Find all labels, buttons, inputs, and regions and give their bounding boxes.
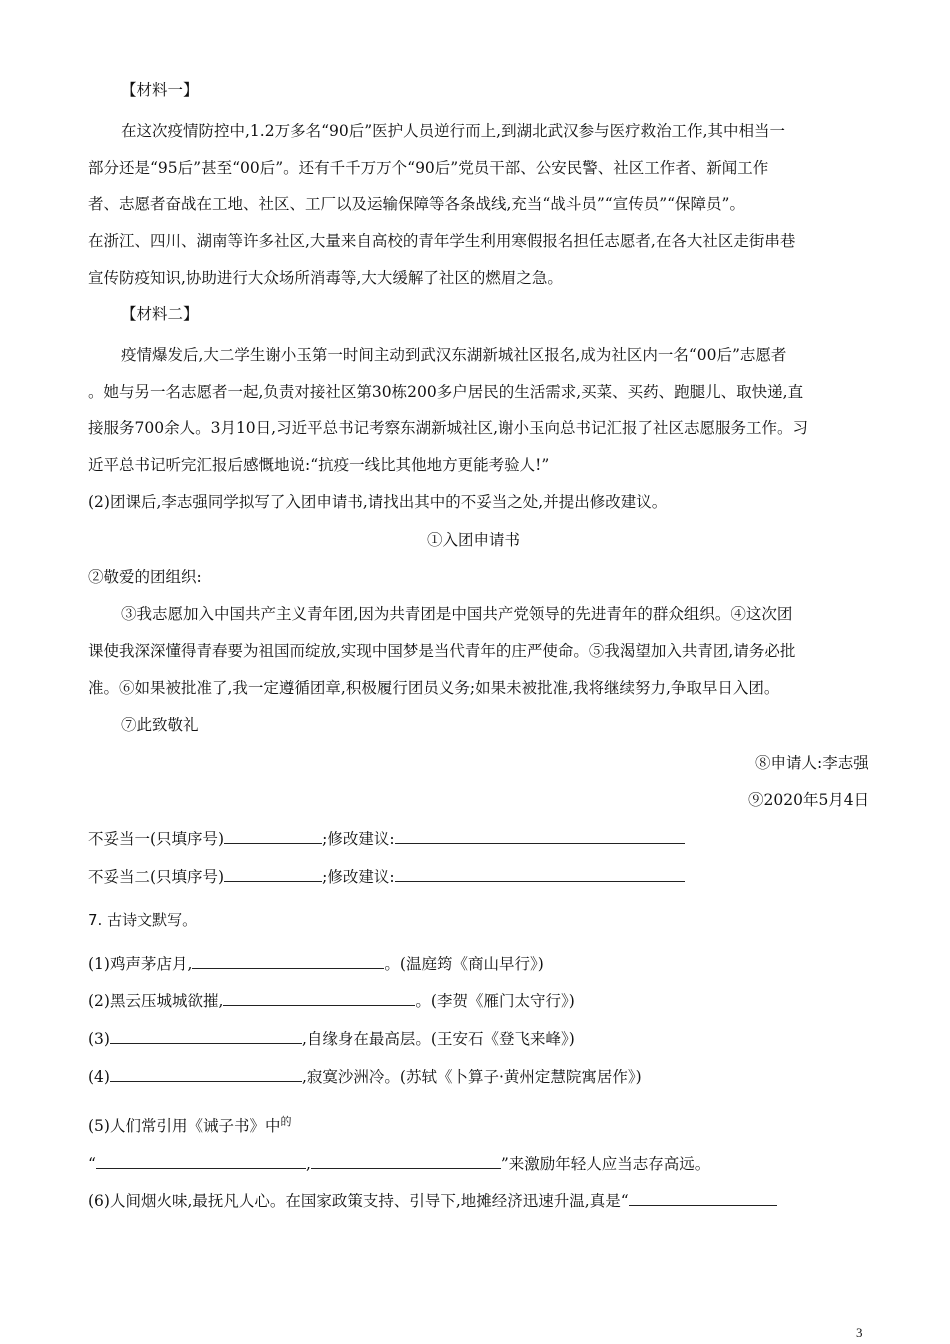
letter-greeting: ②敬爱的团组织: <box>88 568 202 586</box>
answer-row-2 <box>88 866 685 887</box>
material2-line: 接服务700余人。3月10日,习近平总书记考察东湖新城社区,谢小玉向总书记汇报了社区志愿服务工作。习 <box>88 419 809 437</box>
poem-1-prefix: (1)鸡声茅店月, <box>88 955 193 973</box>
answer-1-label: 不妥当一(只填序号) <box>88 830 225 848</box>
poem-5-superscript: 的 <box>280 1115 292 1128</box>
poem-5-comma: , <box>305 1155 311 1173</box>
material1-line: 宣传防疫知识,协助进行大众场所消毒等,大大缓解了社区的燃眉之急。 <box>88 269 563 287</box>
answer-1-number-blank[interactable] <box>224 828 322 844</box>
letter-closing: ⑦此致敬礼 <box>121 716 199 734</box>
suggestion-1-blank[interactable] <box>395 828 685 844</box>
poem-item-1 <box>88 953 544 974</box>
letter-body-line: ③我志愿加入中国共产主义青年团,因为共青团是中国共产党领导的先进青年的群众组织。④这次团 <box>121 605 793 623</box>
poem-item-6 <box>88 1190 777 1211</box>
poem-5-open-quote: “ <box>88 1155 96 1173</box>
question-7-title: 7. 古诗文默写。 <box>88 911 198 929</box>
letter-body-line: 课使我深深懂得青春要为祖国而绽放,实现中国梦是当代青年的庄严使命。⑤我渴望加入共青团,请务必批 <box>88 642 796 660</box>
poem-item-2 <box>88 990 575 1011</box>
poem-5-prefix: (5)人们常引用《诫子书》中 <box>88 1117 281 1135</box>
material1-line: 在这次疫情防控中,1.2万多名“90后”医护人员逆行而上,到湖北武汉参与医疗救治工作,其中相当一 <box>121 122 786 140</box>
poem-2-blank[interactable] <box>223 990 415 1006</box>
poem-item-5-line2 <box>88 1153 710 1174</box>
poem-1-suffix: 。(温庭筠《商山早行》) <box>384 955 544 973</box>
page-number: 3 <box>856 1325 863 1340</box>
material2-title: 【材料二】 <box>121 305 199 323</box>
letter-date: ⑨2020年5月4日 <box>748 791 870 809</box>
material2-line: 疫情爆发后,大二学生谢小玉第一时间主动到武汉东湖新城社区报名,成为社区内一名“00后”志愿者 <box>121 346 787 364</box>
letter-applicant: ⑧申请人:李志强 <box>755 754 869 772</box>
poem-4-prefix: (4) <box>88 1068 110 1086</box>
poem-5-suffix: ”来激励年轻人应当志存高远。 <box>500 1155 711 1173</box>
material2-line: 。她与另一名志愿者一起,负责对接社区第30栋200多户居民的生活需求,买菜、买药、跑腿儿、取快递,直 <box>88 383 804 401</box>
poem-item-4 <box>88 1066 642 1087</box>
material1-line: 者、志愿者奋战在工地、社区、工厂以及运输保障等各条战线,充当“战斗员”“宣传员”“保障员”。 <box>88 195 745 213</box>
material2-line: 近平总书记听完汇报后感慨地说:“抗疫一线比其他地方更能考验人!” <box>88 456 550 474</box>
poem-3-prefix: (3) <box>88 1030 110 1048</box>
poem-3-blank[interactable] <box>110 1028 302 1044</box>
letter-title: ①入团申请书 <box>427 531 521 549</box>
material1-title: 【材料一】 <box>121 81 199 99</box>
suggestion-1-label: ;修改建议: <box>322 830 395 848</box>
answer-2-number-blank[interactable] <box>224 866 322 882</box>
answer-row-1 <box>88 828 685 849</box>
suggestion-2-blank[interactable] <box>395 866 685 882</box>
poem-5-blank-1[interactable] <box>96 1153 306 1169</box>
poem-3-suffix: ,自缘身在最高层。(王安石《登飞来峰》) <box>301 1030 575 1048</box>
answer-2-label: 不妥当二(只填序号) <box>88 868 225 886</box>
material1-line: 部分还是“95后”甚至“00后”。还有千千万万个“90后”党员干部、公安民警、社区工作者、新闻工作 <box>88 159 769 177</box>
poem-2-suffix: 。(李贺《雁门太守行》) <box>415 992 575 1010</box>
poem-4-blank[interactable] <box>110 1066 302 1082</box>
poem-item-3 <box>88 1028 575 1049</box>
poem-5-blank-2[interactable] <box>311 1153 501 1169</box>
poem-1-blank[interactable] <box>192 953 384 969</box>
poem-4-suffix: ,寂寞沙洲冷。(苏轼《卜算子·黄州定慧院寓居作》) <box>301 1068 642 1086</box>
poem-item-5-line1 <box>88 1112 291 1136</box>
question-2-prompt: (2)团课后,李志强同学拟写了入团申请书,请找出其中的不妥当之处,并提出修改建议。 <box>88 493 668 511</box>
letter-body-line: 准。⑥如果被批准了,我一定遵循团章,积极履行团员义务;如果未被批准,我将继续努力,争取早日入团。 <box>88 679 780 697</box>
material1-line: 在浙江、四川、湖南等许多社区,大量来自高校的青年学生利用寒假报名担任志愿者,在各大社区走街串巷 <box>88 232 796 250</box>
poem-6-prefix: (6)人间烟火味,最抚凡人心。在国家政策支持、引导下,地摊经济迅速升温,真是“ <box>88 1192 629 1210</box>
poem-6-blank[interactable] <box>629 1190 777 1206</box>
suggestion-2-label: ;修改建议: <box>322 868 395 886</box>
poem-2-prefix: (2)黑云压城城欲摧, <box>88 992 224 1010</box>
